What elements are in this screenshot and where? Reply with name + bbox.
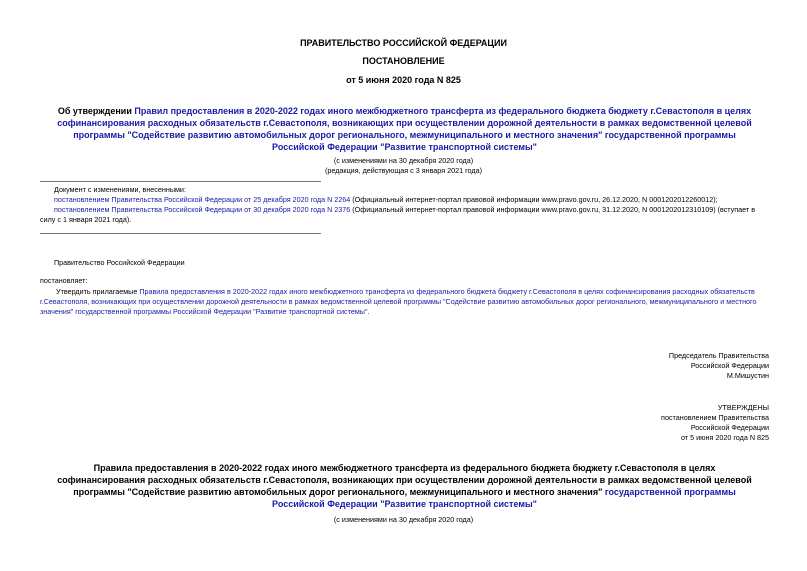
rules-redaction-note: (с изменениями на 30 декабря 2020 года) [333, 515, 474, 524]
approved-line-3: Российской Федерации [690, 423, 769, 432]
rules-title-text: Правила предоставления в 2020-2022 годах иного межбюджетного трансферта из федерального бюджета бюджету г.Севастополя в целях софинансирования расходных обязательств г.Севастополя, возникающих при осуществлении дорожной деятельности в рамках ведомственной целевой программы "Содействие развитию автомобильных дорог регионального, межмуниципального и местного значения" [57, 463, 752, 497]
change-link-2376[interactable]: постановлением Правительства Российской Федерации от 30 декабря 2020 года N 2376 [54, 205, 351, 214]
government-name: Правительство Российской Федерации [54, 258, 185, 267]
change-item [40, 195, 770, 205]
change-source: (Официальный интернет-портал правовой информации www.pravo.gov.ru, 31.12.2020, N 0001202012310109) (вступает в силу с 1 января 2021 года). [40, 205, 756, 224]
approve-suffix: . [367, 307, 370, 316]
signature-line-1: Председатель Правительства [668, 351, 769, 360]
divider-bottom [40, 233, 321, 234]
doc-type-heading: ПОСТАНОВЛЕНИЕ [362, 56, 445, 66]
title-prefix: Об утверждении [57, 106, 135, 116]
rules-title [52, 462, 757, 510]
document-title [52, 105, 757, 153]
date-number-heading: от 5 июня 2020 года N 825 [346, 75, 461, 85]
title-rules-link[interactable]: Правил предоставления в 2020-2022 годах иного межбюджетного трансферта из федерального бюджета бюджету г.Севастополя в целях софинансирования расходных обязательств г.Севастополя, возникающих при осуществлении дорожной деятельности в рамках ведомственной целевой программы "Содействие развитию автомобильных дорог регионального, межмуниципального и местного значения" государственной программы Российской Федерации "Развитие транспортной системы" [57, 106, 752, 152]
divider-top [40, 181, 321, 182]
redaction-line-1: (с изменениями на 30 декабря 2020 года) [333, 156, 474, 165]
approved-line-1: УТВЕРЖДЕНЫ [717, 403, 769, 412]
approve-paragraph [40, 287, 768, 317]
approved-line-4: от 5 июня 2020 года N 825 [680, 433, 769, 442]
redaction-note [0, 156, 807, 176]
signature-line-3: М.Мишустин [726, 371, 769, 380]
changes-block [40, 185, 770, 225]
rules-title-link[interactable]: государственной программы Российской Федерации "Развитие транспортной системы" [272, 487, 736, 509]
approve-prefix: Утвердить прилагаемые [56, 287, 140, 296]
government-heading: ПРАВИТЕЛЬСТВО РОССИЙСКОЙ ФЕДЕРАЦИИ [300, 38, 507, 48]
resolves-label: постановляет: [40, 276, 88, 285]
changes-header: Документ с изменениями, внесенными: [54, 185, 186, 194]
approved-stamp [661, 403, 769, 443]
approved-line-2: постановлением Правительства [661, 413, 769, 422]
change-item [40, 205, 770, 225]
change-source: (Официальный интернет-портал правовой информации www.pravo.gov.ru, 26.12.2020, N 0001202012260012); [350, 195, 718, 204]
signature-block [669, 351, 769, 381]
redaction-line-2: (редакция, действующая с 3 января 2021 года) [325, 166, 482, 175]
signature-line-2: Российской Федерации [690, 361, 769, 370]
change-link-2264[interactable]: постановлением Правительства Российской Федерации от 25 декабря 2020 года N 2264 [54, 195, 351, 204]
approve-rules-link[interactable]: Правила предоставления в 2020-2022 годах иного межбюджетного трансферта из федерального бюджета бюджету г.Севастополя в целях софинансирования расходных обязательств г.Севастополя, возникающих при осуществлении дорожной деятельности в рамках ведомственной целевой программы "Содействие развитию автомобильных дорог регионального, межмуниципального и местного значения" государственной программы Российской Федерации "Развитие транспортной системы" [40, 287, 757, 316]
